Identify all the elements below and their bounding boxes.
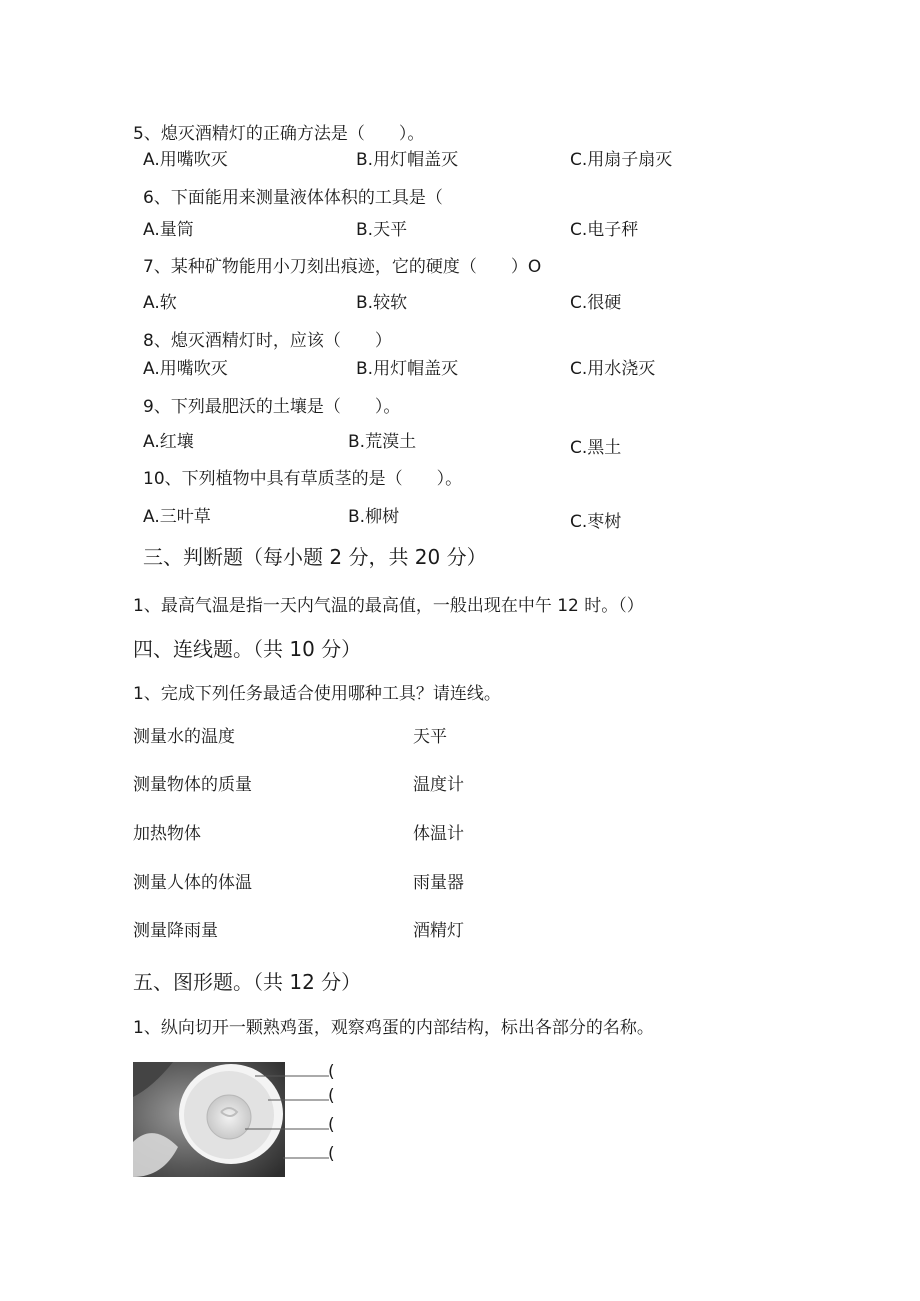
- question-9-stem: 9、下列最肥沃的土壤是（ ）。: [143, 397, 401, 417]
- question-8-option-c: C.用水浇灭: [570, 359, 656, 379]
- question-8-option-b: B.用灯帽盖灭: [356, 359, 459, 379]
- question-10-option-b: B.柳树: [348, 507, 400, 527]
- match-right-item: 温度计: [413, 775, 464, 795]
- section-4-question-1: 1、完成下列任务最适合使用哪种工具？请连线。: [133, 684, 501, 704]
- question-9-option-a: A.红壤: [143, 432, 194, 452]
- match-left-item: 测量物体的质量: [133, 775, 252, 795]
- match-right-item: 体温计: [413, 824, 464, 844]
- section-5-question-1: 1、纵向切开一颗熟鸡蛋，观察鸡蛋的内部结构，标出各部分的名称。: [133, 1018, 654, 1038]
- match-left-item: 测量水的温度: [133, 727, 235, 747]
- question-8-stem: 8、熄灭酒精灯时，应该（ ）: [143, 331, 392, 351]
- question-5-option-a: A.用嘴吹灭: [143, 150, 228, 170]
- match-left-item: 测量降雨量: [133, 921, 218, 941]
- question-7-option-c: C.很硬: [570, 293, 622, 313]
- section-5-title: 五、图形题。（共 12 分）: [133, 970, 362, 994]
- question-7-stem: 7、某种矿物能用小刀刻出痕迹，它的硬度（ ）O: [143, 257, 542, 277]
- question-6-option-c: C.电子秤: [570, 220, 639, 240]
- match-right-item: 雨量器: [413, 873, 464, 893]
- question-10-option-a: A.三叶草: [143, 507, 211, 527]
- section-3-title: 三、判断题（每小题 2 分，共 20 分）: [143, 545, 487, 569]
- question-9-option-c: C.黑土: [570, 438, 622, 458]
- section-3-question-1: 1、最高气温是指一天内气温的最高值，一般出现在中午 12 时。（）: [133, 596, 644, 616]
- question-10-stem: 10、下列植物中具有草质茎的是（ ）。: [143, 469, 463, 489]
- question-6-option-a: A.量筒: [143, 220, 194, 240]
- question-10-option-c: C.枣树: [570, 512, 622, 532]
- question-6-stem: 6、下面能用来测量液体体积的工具是（: [143, 188, 443, 208]
- answer-bracket: (: [328, 1144, 335, 1164]
- question-7-option-a: A.软: [143, 293, 177, 313]
- match-left-item: 测量人体的体温: [133, 873, 252, 893]
- match-left-item: 加热物体: [133, 824, 201, 844]
- match-right-item: 酒精灯: [413, 921, 464, 941]
- answer-bracket: (: [328, 1086, 335, 1106]
- question-5-stem: 5、熄灭酒精灯的正确方法是（ ）。: [133, 124, 425, 144]
- question-9-option-b: B.荒漠土: [348, 432, 417, 452]
- question-8-option-a: A.用嘴吹灭: [143, 359, 228, 379]
- question-6-option-b: B.天平: [356, 220, 408, 240]
- answer-bracket: (: [328, 1062, 335, 1082]
- egg-cross-section-figure: [133, 1062, 338, 1177]
- question-5-option-b: B.用灯帽盖灭: [356, 150, 459, 170]
- question-7-option-b: B.较软: [356, 293, 408, 313]
- answer-bracket: (: [328, 1115, 335, 1135]
- match-right-item: 天平: [413, 727, 447, 747]
- section-4-title: 四、连线题。（共 10 分）: [133, 637, 362, 661]
- egg-yolk-shape: [207, 1095, 251, 1139]
- question-5-option-c: C.用扇子扇灭: [570, 150, 673, 170]
